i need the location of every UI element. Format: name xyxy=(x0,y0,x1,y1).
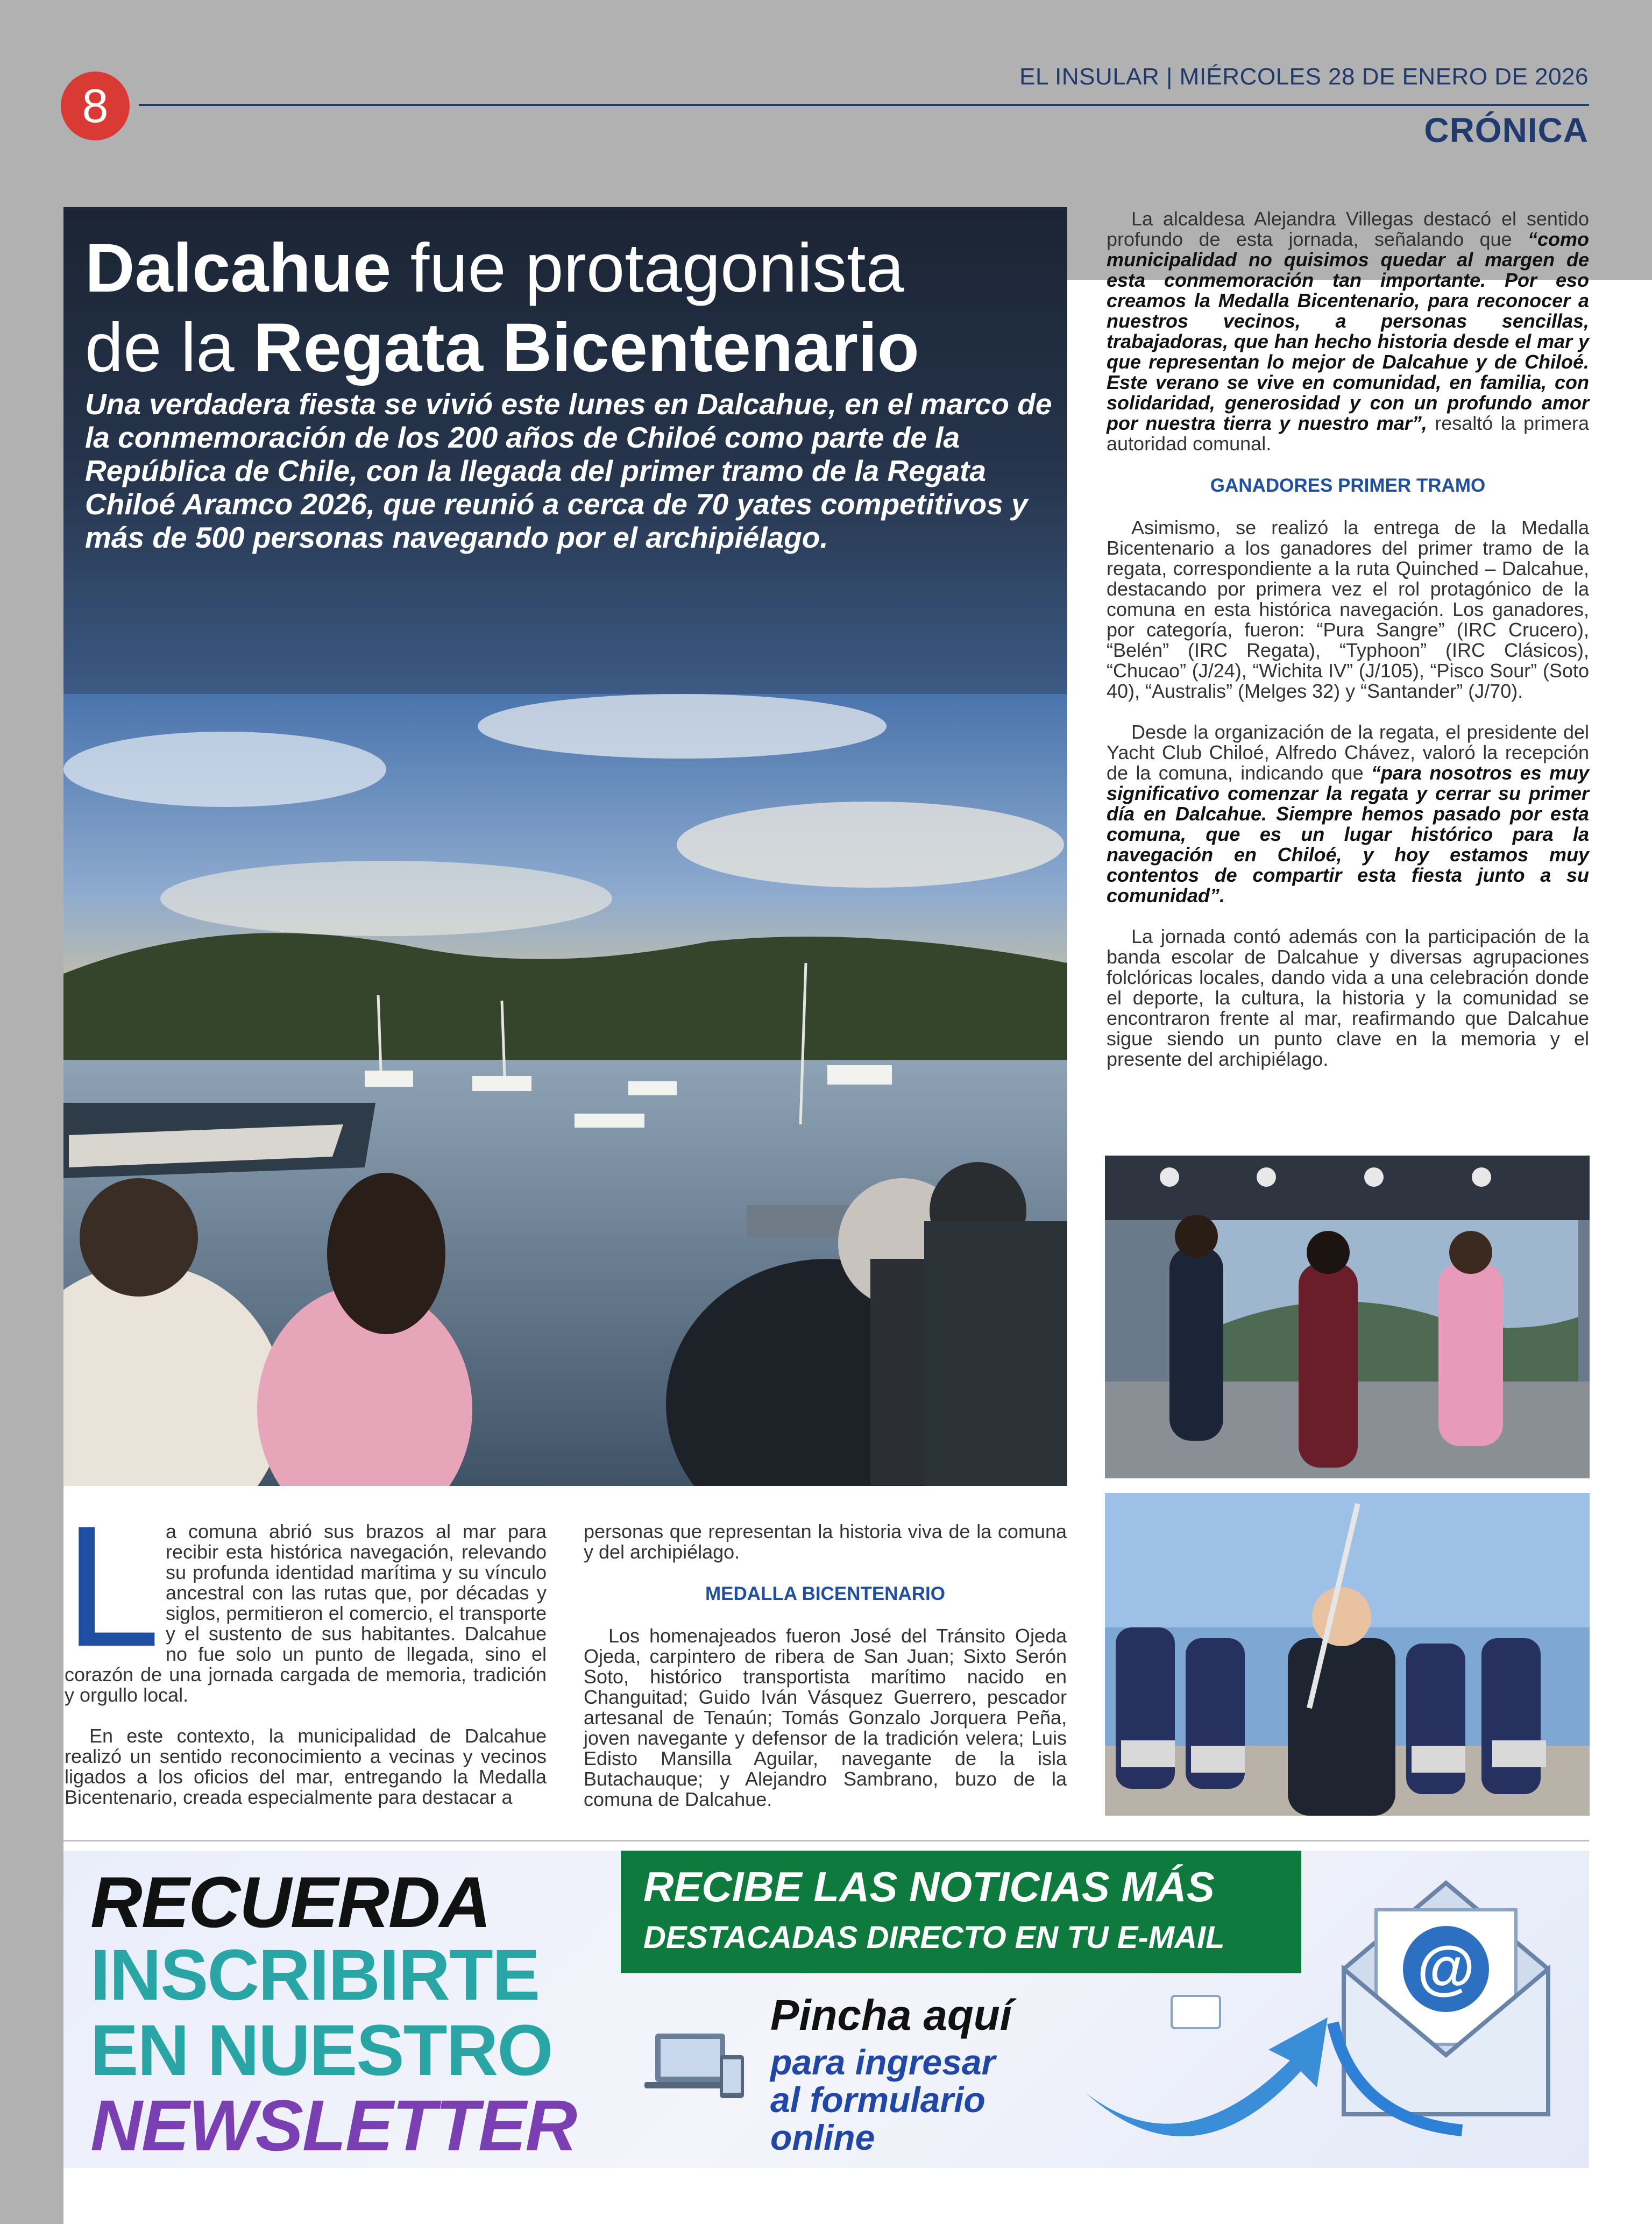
banner-recuerda: RECUERDA xyxy=(90,1862,491,1943)
header-rule xyxy=(139,104,1589,106)
banner-divider xyxy=(63,1840,1589,1841)
arrow-icon xyxy=(1075,1974,1333,2157)
school-band-photo xyxy=(1105,1493,1590,1816)
paragraph-intro: a comuna abrió sus brazos al mar para recibir esta histórica navegación, relevando su profunda identidad marítima y su vínculo ancestral con las rutas que, por décadas y siglos, permitieron el comercio, el transporte y el sustento de sus habitantes. Dalcahue no fue solo un punto de llegada, sino el corazón de una jornada cargada de memoria, tradición y orgullo local. xyxy=(65,1520,547,1706)
hero-photo-block xyxy=(63,207,1067,1486)
ceremony-photo xyxy=(1105,1156,1590,1478)
newsletter-banner[interactable] xyxy=(63,1851,1589,2168)
article-headline: Dalcahue fue protagonista de la Regata Bicentenario xyxy=(85,230,919,386)
publication-dateline: EL INSULAR | MIÉRCOLES 28 DE ENERO DE 2026 xyxy=(1019,63,1589,90)
article-column-left xyxy=(65,1490,547,1828)
paragraph-context: En este contexto, la municipalidad de Dalcahue realizó un sentido reconocimiento a vecinas y vecinos ligados a los oficios del mar, entregando la Medalla Bicentenario, creada especialmente para destacar a xyxy=(65,1725,547,1808)
banner-cta-line3: online xyxy=(770,2117,875,2157)
svg-text:@: @ xyxy=(1417,1935,1475,2001)
article-column-right xyxy=(1107,209,1589,1090)
page-number-badge: 8 xyxy=(61,72,130,140)
harbor-photo xyxy=(63,694,1067,1486)
email-envelope-icon xyxy=(1322,1861,1570,2141)
banner-cta-link[interactable]: Pincha aquí xyxy=(770,1991,1012,2039)
banner-cta-line1: para ingresar xyxy=(770,2042,996,2082)
banner-newsletter: NEWSLETTER xyxy=(90,2086,577,2166)
paragraph-honorees: Los homenajeados fueron José del Tránsito Ojeda Ojeda, carpintero de ribera de San Juan; Sixto Serón Soto, histórico transportista marítimo nacido en Changuitad; Guido Iván Vásquez Guerrero, pescador artesanal de Tenaún; Tomás Gonzalo Jorquera Peña, joven navegante y defensor de la tradición velera; Luis Edisto Mansilla Aguilar, navegante de la isla Butachauque; y Alejandro Sambrano, buzo de la comuna de Dalcahue. xyxy=(584,1625,1067,1810)
paragraph-continuation: personas que representan la historia viva de la comuna y del archipiélago. xyxy=(584,1520,1067,1563)
drop-cap: L xyxy=(65,1490,160,1682)
subheading-ganadores: GANADORES PRIMER TRAMO xyxy=(1210,475,1486,496)
banner-en-nuestro: EN NUESTRO xyxy=(90,2010,552,2091)
devices-icon xyxy=(644,2028,747,2109)
banner-inscribirte: INSCRIBIRTE xyxy=(90,1935,540,2015)
subheading-medalla: MEDALLA BICENTENARIO xyxy=(705,1583,945,1604)
banner-green-line1: RECIBE LAS NOTICIAS MÁS xyxy=(643,1863,1215,1910)
banner-cta-line2: al formulario xyxy=(770,2080,985,2120)
paragraph-closing: La jornada contó además con la participación de la banda escolar de Dalcahue y diversas agrupaciones folclóricas locales, dando vida a una celebración donde el deporte, la cultura, la historia y la comunidad se encontraron frente al mar, reafirmando que Dalcahue sigue siendo un punto clave en la memoria y el presente del archipiélago. xyxy=(1107,925,1589,1070)
article-subtitle: Una verdadera fiesta se vivió este lunes en Dalcahue, en el marco de la conmemoración de los 200 años de Chiloé como parte de la República de Chile, con la llegada del primer tramo de la Regata Chiloé Aramco 2026, que reunió a cerca de 70 yates competitivos y más de 500 personas navegando por el archipiélago. xyxy=(85,387,1052,554)
section-name: CRÓNICA xyxy=(1424,111,1589,150)
banner-green-box xyxy=(621,1851,1301,1973)
paragraph-mayor: La alcaldesa Alejandra Villegas destacó el sentido profundo de esta jornada, señalando que “como municipalidad no quisimos quedar al margen de esta conmemoración tan importante. Por eso creamos la Medalla Bicentenario, para reconocer a nuestros vecinos, a personas sencillas, trabajadoras, que han hecho historia desde el mar y que representan lo mejor de Dalcahue y de Chiloé. Este verano se vive en comunidad, en familia, con solidaridad, generosidad y con un profundo amor por nuestra tierra y nuestro mar”, resaltó la primera autoridad comunal. xyxy=(1107,208,1589,455)
banner-green-line2: DESTACADAS DIRECTO EN TU E-MAIL xyxy=(643,1920,1225,1955)
page-margin-strip xyxy=(0,280,63,2224)
article-column-middle xyxy=(584,1521,1067,1830)
paragraph-winners: Asimismo, se realizó la entrega de la Medalla Bicentenario a los ganadores del primer tramo de la regata, correspondiente a la ruta Quinched – Dalcahue, destacando por primera vez el rol protagónico de la comuna en esta histórica navegación. Los ganadores, por categoría, fueron: “Pura Sangre” (IRC Crucero), “Belén” (IRC Regata), “Typhoon” (IRC Clásicos), “Chucao” (J/24), “Wichita IV” (J/105), “Pisco Sour” (Soto 40), “Australis” (Melges 32) y “Santander” (J/70). xyxy=(1107,516,1589,702)
paragraph-yacht-club: Desde la organización de la regata, el presidente del Yacht Club Chiloé, Alfredo Chávez, valoró la recepción de la comuna, indicando que “para nosotros es muy significativo comenzar la regata y cerrar su primer día en Dalcahue. Siempre hemos pasado por esta comuna, que es un lugar histórico para la navegación en Chiloé, y hoy estamos muy contentos de compartir esta fiesta junto a su comunidad”. xyxy=(1107,721,1589,906)
